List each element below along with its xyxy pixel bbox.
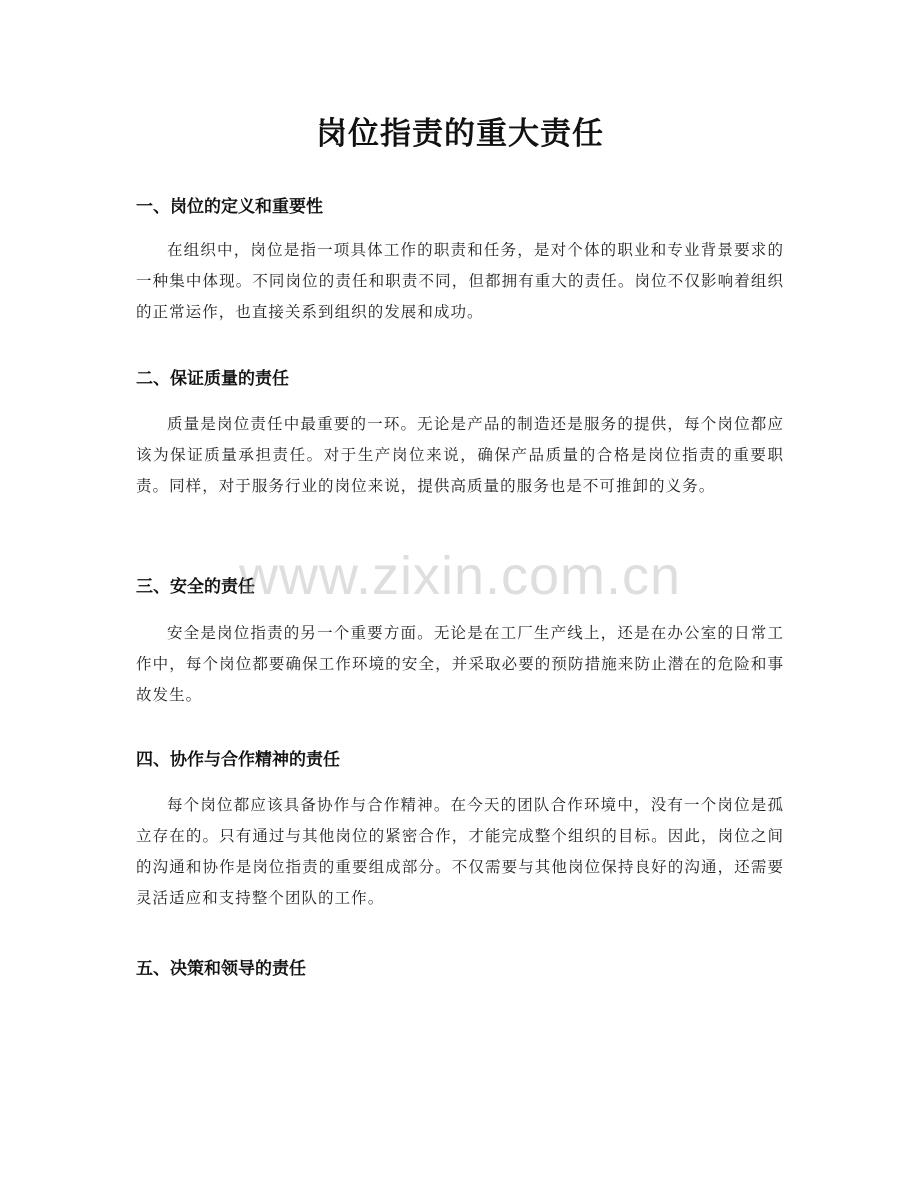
document-title: 岗位指责的重大责任 bbox=[316, 116, 604, 152]
section-heading-5: 五、决策和领导的责任 bbox=[136, 959, 306, 979]
section-heading-3: 三、安全的责任 bbox=[136, 577, 255, 597]
section-heading-4: 四、协作与合作精神的责任 bbox=[136, 750, 340, 770]
section-paragraph-4: 每个岗位都应该具备协作与合作精神。在今天的团队合作环境中，没有一个岗位是孤立存在的。只有通过与其他岗位的紧密合作，才能完成整个组织的目标。因此，岗位之间的沟通和协作是岗位指责的重要组成部分。不仅需要与其他岗位保持良好的沟通，还需要灵活适应和支持整个团队的工作。 bbox=[136, 796, 784, 907]
section-heading-1: 一、岗位的定义和重要性 bbox=[136, 197, 323, 217]
watermark: www.zixin.com.cn bbox=[238, 546, 682, 606]
section-paragraph-3: 安全是岗位指责的另一个重要方面。无论是在工厂生产线上，还是在办公室的日常工作中，每个岗位都要确保工作环境的安全，并采取必要的预防措施来防止潜在的危险和事故发生。 bbox=[136, 624, 784, 704]
section-heading-2: 二、保证质量的责任 bbox=[136, 369, 289, 389]
section-paragraph-2: 质量是岗位责任中最重要的一环。无论是产品的制造还是服务的提供，每个岗位都应该为保证质量承担责任。对于生产岗位来说，确保产品质量的合格是岗位指责的重要职责。同样，对于服务行业的岗位来说，提供高质量的服务也是不可推卸的义务。 bbox=[136, 415, 784, 495]
section-paragraph-1: 在组织中，岗位是指一项具体工作的职责和任务，是对个体的职业和专业背景要求的一种集中体现。不同岗位的责任和职责不同，但都拥有重大的责任。岗位不仅影响着组织的正常运作，也直接关系到组织的发展和成功。 bbox=[136, 241, 784, 321]
